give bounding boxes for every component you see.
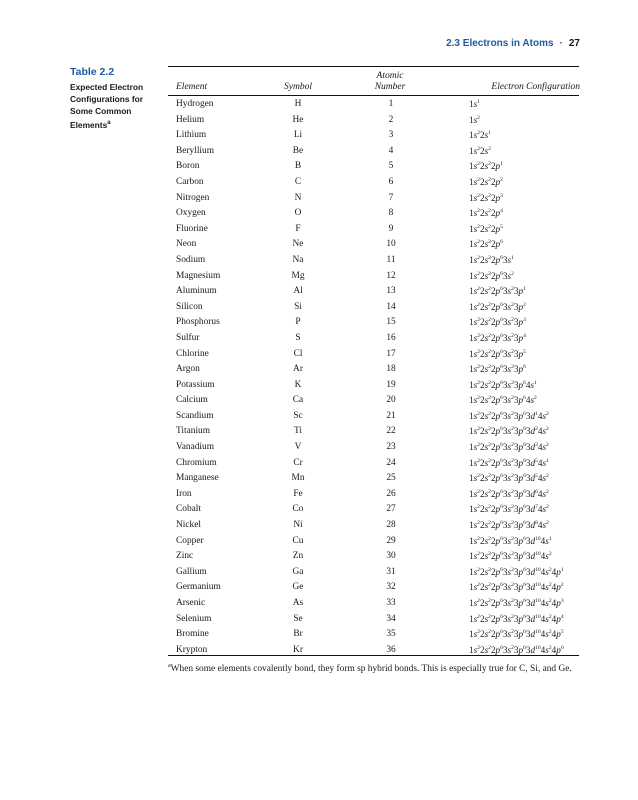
element-symbol: Ne	[292, 239, 304, 250]
element-name: Chlorine	[176, 348, 209, 359]
column-header-atomic-line1: Atomic	[376, 71, 404, 81]
atomic-number: 4	[388, 145, 394, 156]
element-symbol: Br	[293, 629, 303, 640]
atomic-number: 25	[386, 473, 396, 484]
element-name: Vanadium	[176, 442, 215, 453]
element-symbol: Ga	[292, 566, 304, 577]
table-row	[0, 315, 638, 331]
element-name: Krypton	[176, 644, 208, 655]
table-row	[0, 269, 638, 285]
element-symbol: As	[292, 598, 304, 608]
element-symbol: P	[295, 317, 301, 328]
element-name: Germanium	[176, 582, 221, 593]
table-row	[0, 487, 638, 503]
electron-configuration: $1s^22s^1$	[469, 130, 491, 141]
atomic-number: 32	[386, 582, 396, 593]
table-row	[0, 113, 638, 129]
electron-configuration: $1s^22s^22p^63s^23p^63d^{10}4s^24p^2$	[469, 582, 564, 593]
electron-configuration: $1s^22s^22p^63s^2$	[469, 270, 514, 281]
table-row	[0, 409, 638, 425]
column-header-atomic-line2: Number	[374, 82, 406, 92]
atomic-number: 26	[386, 488, 396, 499]
electron-configuration: $1s^22s^22p^63s^23p^63d^24s^2$	[469, 426, 549, 437]
atomic-number: 13	[386, 286, 396, 297]
atomic-number: 36	[386, 644, 396, 655]
element-name: Nitrogen	[176, 192, 210, 203]
table-row	[0, 97, 638, 113]
electron-configuration: $1s^22s^22p^3$	[469, 192, 503, 203]
element-name: Argon	[176, 364, 200, 375]
table-row	[0, 643, 638, 659]
element-symbol: C	[294, 176, 302, 187]
element-symbol: Co	[292, 504, 304, 515]
table-row	[0, 144, 638, 160]
header-separator: ·	[559, 38, 563, 49]
table-row	[0, 284, 638, 300]
electron-configuration: $1s^22s^22p^63s^23p^63d^64s^2$	[469, 488, 549, 499]
element-symbol: O	[294, 208, 302, 219]
electron-configuration: $1s^22s^22p^63s^23p^63d^54s^2$	[469, 473, 549, 484]
element-name: Sulfur	[176, 332, 200, 343]
atomic-number: 3	[388, 130, 394, 141]
table-top-rule	[168, 66, 579, 67]
table-header-rule	[168, 95, 579, 96]
element-name: Hydrogen	[176, 99, 214, 109]
electron-configuration: $1s^22s^22p^2$	[469, 176, 503, 187]
electron-configuration: $1s^22s^22p^63s^23p^63d^14s^2$	[469, 410, 549, 421]
atomic-number: 20	[386, 395, 396, 406]
section-title: 2.3 Electrons in Atoms	[446, 38, 554, 49]
column-header-electron-configuration: Electron Configuration	[491, 82, 580, 92]
atomic-number: 31	[386, 566, 396, 577]
table-row	[0, 612, 638, 628]
element-name: Boron	[176, 161, 200, 172]
electron-configuration: $1s^22s^22p^6$	[469, 239, 503, 250]
electron-configuration: $1s^22s^22p^63s^23p^63d^84s^2$	[469, 520, 549, 531]
atomic-number: 12	[386, 270, 396, 281]
table-row	[0, 471, 638, 487]
atomic-number: 35	[386, 629, 396, 640]
electron-configuration: $1s^22s^22p^63s^23p^63d^{10}4s^2$	[469, 551, 552, 562]
element-symbol: K	[294, 379, 302, 390]
atomic-number: 29	[386, 535, 396, 546]
electron-configuration: $1s^22s^22p^1$	[469, 161, 503, 172]
table-row	[0, 424, 638, 440]
element-name: Fluorine	[176, 223, 208, 234]
atomic-number: 15	[386, 317, 396, 328]
table-row	[0, 565, 638, 581]
electron-configuration: $1s^22s^22p^63s^23p^3$	[469, 317, 526, 328]
table-row	[0, 534, 638, 550]
electron-configuration: $1s^1$	[469, 99, 480, 109]
atomic-number: 9	[388, 223, 394, 234]
electron-configuration: $1s^22s^2$	[469, 145, 491, 156]
element-name: Nickel	[176, 520, 201, 531]
element-name: Bromine	[176, 629, 209, 640]
element-symbol: Cr	[293, 457, 303, 468]
atomic-number: 2	[388, 114, 394, 125]
element-symbol: He	[292, 114, 304, 125]
table-row	[0, 627, 638, 643]
electron-configuration: $1s^22s^22p^63s^23p^63d^{10}4s^24p^6$	[469, 644, 564, 655]
element-name: Titanium	[176, 426, 211, 437]
element-symbol: Ti	[293, 426, 302, 437]
footnote-text: When some elements covalently bond, they form sp hybrid bonds. This is especially true for C, Si, and Ge.	[170, 664, 572, 675]
electron-configuration: $1s^22s^22p^63s^23p^2$	[469, 301, 526, 312]
element-symbol: Ar	[293, 364, 303, 375]
table-row	[0, 596, 638, 612]
atomic-number: 8	[388, 208, 394, 219]
atomic-number: 10	[386, 239, 396, 250]
table-row	[0, 393, 638, 409]
electron-configuration: $1s^22s^22p^4$	[469, 208, 503, 219]
electron-configuration: $1s^22s^22p^63s^1$	[469, 254, 514, 265]
electron-configuration: $1s^22s^22p^63s^23p^4$	[469, 332, 526, 343]
table-row	[0, 331, 638, 347]
atomic-number: 33	[386, 598, 396, 608]
table-row	[0, 175, 638, 191]
electron-configuration: $1s^22s^22p^63s^23p^1$	[469, 286, 526, 297]
atomic-number: 5	[388, 161, 394, 172]
electron-configuration: $1s^22s^22p^63s^23p^5$	[469, 348, 526, 359]
electron-configuration: $1s^22s^22p^63s^23p^63d^{10}4s^24p^3$	[469, 598, 564, 608]
table-row	[0, 159, 638, 175]
element-name: Zinc	[176, 551, 194, 562]
page-number: 27	[568, 38, 580, 49]
element-name: Carbon	[176, 176, 204, 187]
table-title-text: Expected Electron Configurations for Some Common Elements	[70, 82, 144, 130]
element-symbol: Fe	[293, 488, 303, 499]
element-name: Beryllium	[176, 145, 215, 156]
electron-configuration: $1s^22s^22p^63s^23p^63d^74s^2$	[469, 504, 549, 515]
table-row	[0, 222, 638, 238]
atomic-number: 22	[386, 426, 396, 437]
table-row	[0, 518, 638, 534]
element-name: Arsenic	[176, 598, 206, 608]
element-name: Calcium	[176, 395, 208, 406]
electron-configuration: $1s^22s^22p^63s^23p^64s^2$	[469, 395, 537, 406]
footnote-mark: a	[168, 663, 171, 669]
table-row	[0, 549, 638, 565]
element-symbol: Mg	[291, 270, 305, 281]
element-symbol: Li	[293, 130, 303, 141]
atomic-number: 21	[386, 410, 396, 421]
atomic-number: 7	[388, 192, 394, 203]
column-header-element: Element	[176, 82, 208, 92]
element-name: Neon	[176, 239, 197, 250]
element-symbol: Ni	[293, 520, 303, 531]
element-symbol: H	[294, 99, 302, 109]
element-symbol: Cl	[293, 348, 303, 359]
electron-configuration: $1s^22s^22p^63s^23p^63d^{10}4s^24p^1$	[469, 566, 564, 577]
element-symbol: Na	[292, 254, 304, 265]
element-name: Helium	[176, 114, 205, 125]
table-row	[0, 362, 638, 378]
element-symbol: B	[294, 161, 302, 172]
element-symbol: Se	[293, 613, 303, 624]
atomic-number: 16	[386, 332, 396, 343]
element-name: Lithium	[176, 130, 207, 141]
element-symbol: Si	[294, 301, 302, 312]
element-name: Scandium	[176, 410, 214, 421]
atomic-number: 24	[386, 457, 396, 468]
column-header-symbol: Symbol	[284, 82, 312, 92]
electron-configuration: $1s^22s^22p^5$	[469, 223, 503, 234]
electron-configuration: $1s^22s^22p^63s^23p^63d^54s^1$	[469, 457, 549, 468]
element-symbol: V	[294, 442, 302, 453]
element-name: Oxygen	[176, 208, 206, 219]
element-symbol: Cu	[292, 535, 304, 546]
table-row	[0, 502, 638, 518]
electron-configuration: $1s^22s^22p^63s^23p^6$	[469, 364, 526, 375]
table-number: Table 2.2	[70, 66, 115, 78]
table-body	[0, 97, 638, 658]
column-header-atomic-number	[360, 71, 420, 93]
table-footnote	[168, 660, 583, 675]
element-name: Sodium	[176, 254, 206, 265]
table-row	[0, 206, 638, 222]
table-row	[0, 580, 638, 596]
element-symbol: Zn	[292, 551, 304, 562]
atomic-number: 27	[386, 504, 396, 515]
electron-configuration: $1s^22s^22p^63s^23p^63d^{10}4s^24p^5$	[469, 629, 564, 640]
table-row	[0, 128, 638, 144]
electron-configuration: $1s^22s^22p^63s^23p^64s^1$	[469, 379, 537, 390]
atomic-number: 19	[386, 379, 396, 390]
element-name: Copper	[176, 535, 204, 546]
element-symbol: Kr	[293, 644, 303, 655]
element-symbol: S	[295, 332, 301, 343]
electron-configuration: $1s^22s^22p^63s^23p^63d^34s^2$	[469, 442, 549, 453]
element-symbol: Sc	[293, 410, 303, 421]
running-header	[0, 38, 580, 49]
element-symbol: Be	[292, 145, 304, 156]
table-row	[0, 456, 638, 472]
atomic-number: 6	[388, 176, 394, 187]
element-symbol: Al	[293, 286, 303, 297]
electron-configuration: $1s^22s^22p^63s^23p^63d^{10}4s^24p^4$	[469, 613, 564, 624]
element-name: Magnesium	[176, 270, 221, 281]
atomic-number: 34	[386, 613, 396, 624]
table-row	[0, 191, 638, 207]
atomic-number: 30	[386, 551, 396, 562]
element-name: Selenium	[176, 613, 212, 624]
element-symbol: Ge	[292, 582, 304, 593]
element-name: Phosphorus	[176, 317, 220, 328]
atomic-number: 11	[386, 254, 396, 265]
atomic-number: 14	[386, 301, 396, 312]
element-symbol: N	[294, 192, 302, 203]
element-name: Manganese	[176, 473, 219, 484]
table-bottom-rule	[168, 655, 579, 656]
element-symbol: F	[295, 223, 301, 234]
atomic-number: 1	[388, 99, 394, 109]
element-name: Cobalt	[176, 504, 201, 515]
atomic-number: 18	[386, 364, 396, 375]
table-row	[0, 378, 638, 394]
table-row	[0, 237, 638, 253]
element-name: Gallium	[176, 566, 207, 577]
table-row	[0, 253, 638, 269]
element-name: Iron	[176, 488, 192, 499]
element-name: Silicon	[176, 301, 203, 312]
table-row	[0, 347, 638, 363]
electron-configuration: $1s^22s^22p^63s^23p^63d^{10}4s^1$	[469, 535, 552, 546]
element-name: Chromium	[176, 457, 217, 468]
element-name: Aluminum	[176, 286, 217, 297]
element-symbol: Ca	[292, 395, 304, 406]
electron-configuration: $1s^2$	[469, 114, 480, 125]
atomic-number: 23	[386, 442, 396, 453]
table-row	[0, 300, 638, 316]
element-name: Potassium	[176, 379, 215, 390]
table-row	[0, 440, 638, 456]
atomic-number: 28	[386, 520, 396, 531]
table-title-note-mark: a	[107, 120, 111, 126]
element-symbol: Mn	[291, 473, 305, 484]
atomic-number: 17	[386, 348, 396, 359]
